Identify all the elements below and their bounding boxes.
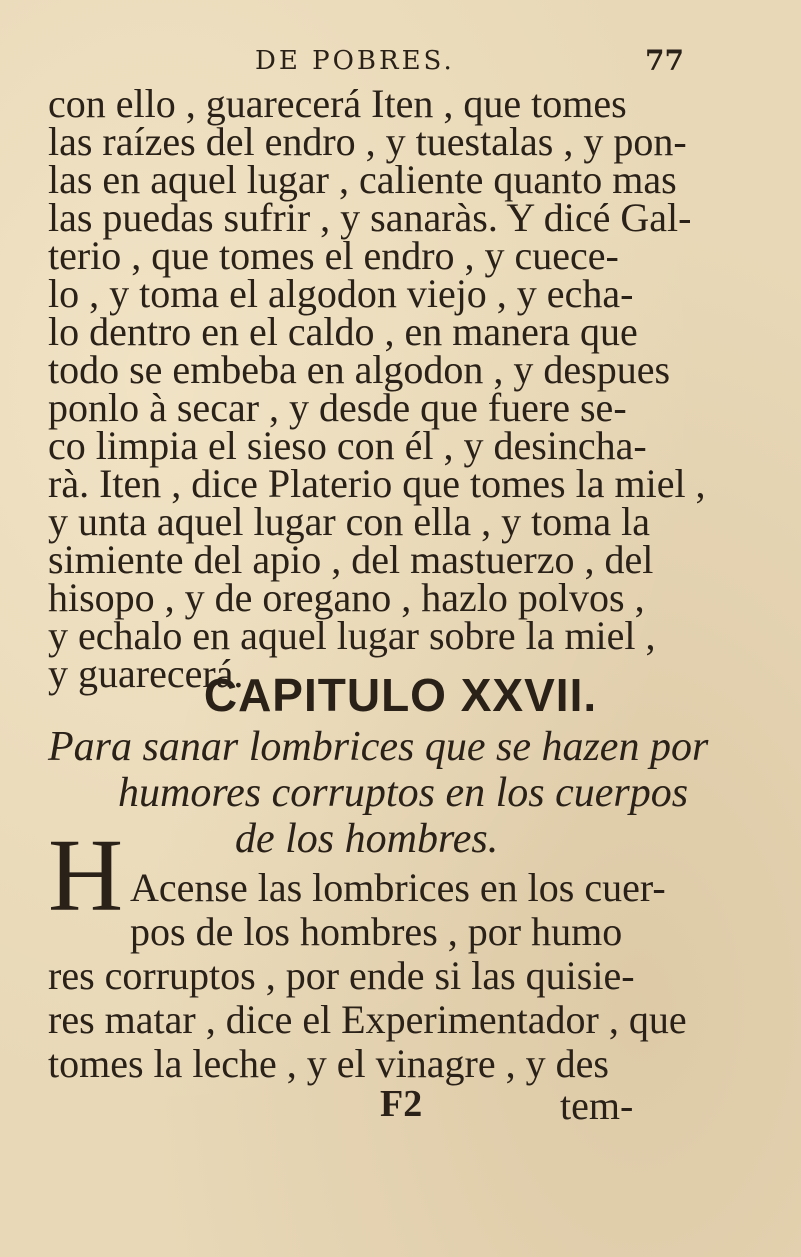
text-line: res matar , dice el Experimentador , que <box>48 997 687 1042</box>
text-line: las raízes del endro , y tuestalas , y pon- <box>48 120 687 164</box>
chapter-subtitle-line: humores corruptos en los cuerpos <box>118 770 689 816</box>
text-line: lo , y toma el algodon viejo , y echa- <box>48 272 634 316</box>
chapter-title: CAPITULO XXVII. <box>203 669 598 721</box>
text-line: las en aquel lugar , caliente quanto mas <box>48 158 677 202</box>
text-line: terio , que tomes el endro , y cuece- <box>48 234 619 278</box>
text-line: y unta aquel lugar con ella , y toma la <box>48 500 651 544</box>
text-line: rà. Iten , dice Platerio que tomes la miel , <box>48 462 706 506</box>
text-line: Acense las lombrices en los cuer- <box>130 865 666 910</box>
running-title: DE POBRES. <box>255 46 455 76</box>
text-line: todo se embeba en algodon , y despues <box>48 348 671 392</box>
signature-mark: F2 <box>380 1083 423 1125</box>
text-line: y guarecerá. <box>48 652 244 696</box>
chapter-subtitle-line: de los hombres. <box>235 816 499 862</box>
text-line: y echalo en aquel lugar sobre la miel , <box>48 614 656 658</box>
text-line: res corruptos , por ende si las quisie- <box>48 953 635 998</box>
text-line: pos de los hombres , por humo <box>130 909 623 954</box>
text-line: hisopo , y de oregano , hazlo polvos , <box>48 576 645 620</box>
drop-capital: H <box>48 818 124 933</box>
text-line: tomes la leche , y el vinagre , y des <box>48 1041 609 1086</box>
text-line: simiente del apio , del mastuerzo , del <box>48 538 654 582</box>
text-line: ponlo à secar , y desde que fuere se- <box>48 386 627 430</box>
page-number: 77 <box>645 44 684 77</box>
chapter-subtitle-line: Para sanar lombrices que se hazen por <box>48 724 709 770</box>
text-line: lo dentro en el caldo , en manera que <box>48 310 638 354</box>
text-line: las puedas sufrir , y sanaràs. Y dicé Gal- <box>48 196 692 240</box>
text-line: co limpia el sieso con él , y desincha- <box>48 424 647 468</box>
running-header <box>0 46 801 76</box>
catchword: tem- <box>560 1083 634 1128</box>
text-line: con ello , guarecerá Iten , que tomes <box>48 82 627 126</box>
